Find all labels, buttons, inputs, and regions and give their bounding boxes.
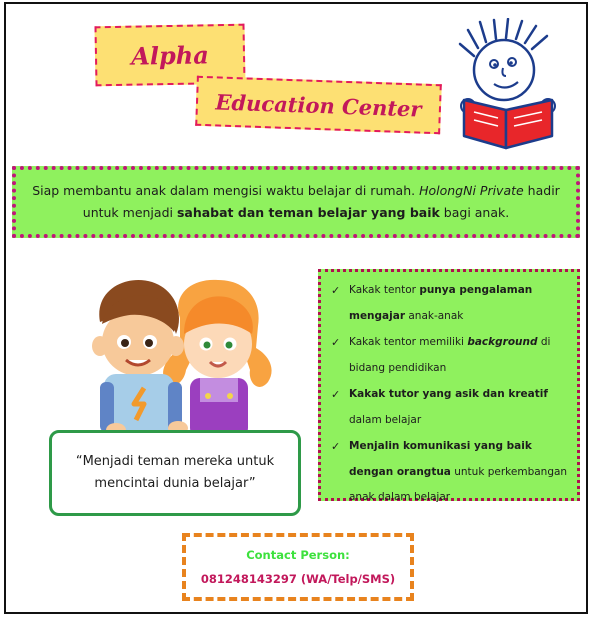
feature-text: Kakak tentor punya pengalaman mengajar anak-anak (349, 284, 533, 322)
boy-reading-book-icon (454, 18, 564, 150)
two-kids-illustration (80, 278, 290, 438)
feature-text: Kakak tentor memiliki background di bidang pendidikan (349, 336, 551, 374)
title-alpha: Alpha (130, 39, 210, 71)
contact-label: Contact Person: (246, 548, 350, 562)
feature-item (331, 382, 569, 433)
features-list (331, 278, 569, 511)
contact-phone[interactable]: 081248143297 (WA/Telp/SMS) (200, 572, 396, 586)
feature-item (331, 330, 569, 381)
intro-text: Siap membantu anak dalam mengisi waktu belajar di rumah. HolongNi Private hadir untuk menjadi sahabat dan teman belajar yang baik bagi anak. (32, 183, 560, 220)
feature-item (331, 278, 569, 329)
features-box (318, 269, 580, 501)
feature-text: Kakak tutor yang asik dan kreatif dalam belajar (349, 388, 548, 426)
title-ribbon-education-center (195, 76, 442, 135)
feature-item (331, 434, 569, 511)
quote-text: “Menjadi teman mereka untuk mencintai dunia belajar” (75, 454, 275, 491)
check-icon: ✓ (331, 284, 341, 297)
feature-text: Menjalin komunikasi yang baik dengan orangtua untuk perkembangan anak dalam belajar (349, 440, 568, 503)
contact-box (182, 533, 414, 601)
quote-box (49, 430, 301, 516)
check-icon: ✓ (331, 440, 341, 453)
title-education-center: Education Center (215, 88, 422, 122)
check-icon: ✓ (331, 336, 341, 349)
check-icon: ✓ (331, 388, 341, 401)
intro-banner (12, 166, 580, 238)
